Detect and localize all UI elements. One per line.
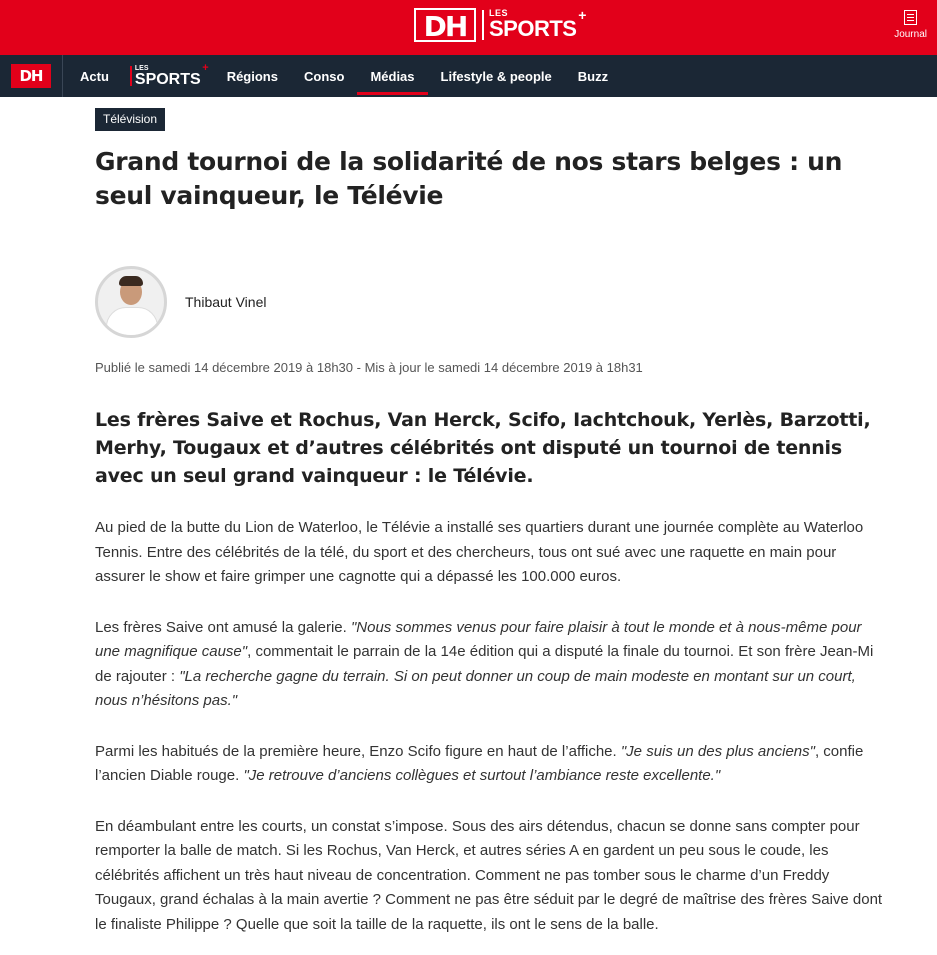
article-paragraph-3 [95,740,890,789]
p2-text-b: , commentait le parrain de la 14e édition qui a disputé la finale du tournoi. Et son frère Jean-Mi de rajouter : [95,643,874,685]
les-sports-logo[interactable] [489,7,587,41]
author-name[interactable]: Thibaut Vinel [185,294,267,310]
author-avatar[interactable] [95,266,167,338]
brand-logo[interactable] [414,6,587,44]
nav-item-regions[interactable]: Régions [226,68,278,84]
les-sports-logo-plus: + [578,7,587,23]
p2-text-a: Les frères Saive ont amusé la galerie. [95,618,351,636]
article-paragraph-2 [95,616,890,714]
nav-item-les-sports[interactable] [122,55,214,97]
nav-item-lifestyle-people[interactable]: Lifestyle & people [440,68,552,84]
p3-quote-1: "Je suis un des plus anciens" [620,742,815,760]
journal-button[interactable] [894,10,927,40]
author-block [95,266,895,338]
nav-les-sports-bar [130,66,132,86]
nav-item-medias[interactable]: Médias [357,55,427,97]
nav-item-conso[interactable]: Conso [303,68,345,84]
p2-quote-2: "La recherche gagne du terrain. Si on peut donner un coup de main modeste en montant sur un court, nous n’hésitons pas." [95,667,856,709]
p3-text-a: Parmi les habitués de la première heure, Enzo Scifo figure en haut de l’affiche. [95,742,621,760]
p2-quote-1: "Nous sommes venus pour faire plaisir à tout le monde et à nous-même pour une magnifique cause" [95,618,862,660]
article-paragraph-1: Au pied de la butte du Lion de Waterloo, le Télévie a installé ses quartiers durant une journée complète au Waterloo Tennis. Entre des célébrités de la télé, du sport et des chercheurs, tous ont sué avec une raquette en main pour assurer le show et faire grimper une cagnotte qui a dépassé les 100.000 euros. [95,519,864,585]
article-title: Grand tournoi de la solidarité de nos stars belges : un seul vainqueur, le Télévie [95,147,843,210]
nav-les-sports-sports: SPORTS [134,70,201,88]
journal-icon [904,10,917,25]
top-header [0,0,937,55]
publication-date: Publié le samedi 14 décembre 2019 à 18h30 - Mis à jour le samedi 14 décembre 2019 à 18h31 [95,360,643,375]
article-paragraph-4: En déambulant entre les courts, un constat s’impose. Sous des airs détendus, chacun se donne sans compter pour remporter la balle de match. Si les Rochus, Van Herck, et autres séries A en gardent un peu sous le coude, les célébrités affichent un très haut niveau de concentration. Comment ne pas tomber sous le charme d’un Freddy Tougaux, grand échalas à la main avertie ? Comment ne pas être séduit par le degré de maîtrise des frères Saive dont le finaliste Philippe ? Quelle que soit la taille de la raquette, ils ont le sens de la balle. [95,817,883,933]
nav-les-sports-les: LES [134,64,149,72]
avatar-body [106,307,158,338]
article [95,108,895,952]
nav-les-sports-logo [134,61,209,88]
p3-quote-2: "Je retrouve d’anciens collègues et surtout l’ambiance reste excellente." [243,767,721,784]
article-lead: Les frères Saive et Rochus, Van Herck, Scifo, Iachtchouk, Yerlès, Barzotti, Merhy, Tougaux et d’autres célébrités ont disputé un tournoi de tennis avec un seul grand vainqueur : le Télévie. [95,409,871,487]
main-navigation [0,55,937,97]
p3-text-b: , confie l’ancien Diable rouge. [95,742,864,784]
dh-logo[interactable]: DH [414,8,476,42]
nav-items [67,55,621,97]
nav-item-actu[interactable]: Actu [80,68,109,84]
nav-home-logo[interactable] [0,55,63,97]
les-sports-logo-les: LES [489,8,509,18]
nav-dh-logo: DH [11,64,51,88]
journal-label: Journal [894,29,927,40]
nav-item-buzz[interactable]: Buzz [577,68,609,84]
avatar-hair [119,276,143,286]
nav-les-sports-plus: + [202,61,209,74]
brand-separator [482,10,484,40]
category-tag[interactable]: Télévision [95,108,165,131]
les-sports-logo-sports: SPORTS [489,16,577,41]
